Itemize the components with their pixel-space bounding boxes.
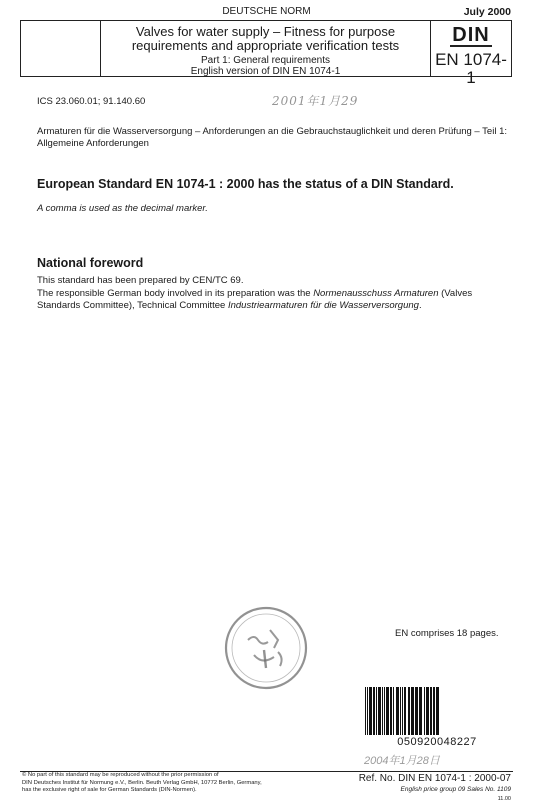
- standard-id-block: [431, 21, 511, 87]
- nf-technical-committee-name: Industriearmaturen für die Wasserversorgung: [227, 300, 419, 311]
- nf-text-start: The responsible German body involved in its preparation was the: [37, 288, 314, 299]
- barcode-bar: [365, 687, 366, 735]
- copyright-notice: [22, 772, 342, 795]
- barcode-bar: [400, 687, 401, 735]
- barcode-bar: [436, 687, 439, 735]
- barcode-bar: [419, 687, 422, 735]
- price-group-note: English price group 09 Sales No. 1109: [400, 786, 511, 793]
- nf-committee-name: Normenausschuss Armaturen: [313, 288, 439, 299]
- barcode-number: 050920048227: [397, 736, 477, 748]
- nf-text-mid: (Valves Standards Committee), Technical Committee: [37, 288, 473, 311]
- barcode-graphic: [363, 687, 511, 735]
- din-logo: DIN: [452, 24, 490, 46]
- standard-number: EN 1074-1: [435, 50, 507, 87]
- english-version-note: English version of DIN EN 1074-1: [190, 66, 341, 77]
- barcode-bar: [369, 687, 372, 735]
- barcode-bar: [396, 687, 399, 735]
- barcode-bar: [408, 687, 410, 735]
- status-statement: European Standard EN 1074-1 : 2000 has the status of a DIN Standard.: [37, 177, 454, 191]
- title-line-1: Valves for water supply – Fitness for purpose: [135, 24, 396, 39]
- barcode-bar: [393, 687, 394, 735]
- barcode-bar: [378, 687, 381, 735]
- title-box: [20, 20, 512, 87]
- barcode-bar: [426, 687, 429, 735]
- title-line-2: requirements and appropriate verification tests: [131, 38, 400, 53]
- barcode-bar: [384, 687, 385, 735]
- nf-text-end: .: [418, 300, 422, 311]
- barcode-bar: [430, 687, 432, 735]
- publication-date: July 2000: [463, 6, 511, 18]
- archive-date-stamp: 2004年1月28日: [364, 755, 440, 767]
- copyright-line-1: © No part of this standard may be reproduced without the prior permission of: [22, 772, 219, 778]
- barcode-bar: [433, 687, 435, 735]
- page-count-note: EN comprises 18 pages.: [395, 628, 499, 639]
- barcode-bar: [404, 687, 406, 735]
- part-subtitle: Part 1: General requirements: [201, 55, 330, 66]
- library-seal-stamp: [218, 600, 314, 696]
- german-title: Armaturen für die Wasserversorgung – Anforderungen an die Gebrauchstauglichkeit und deren Prüfung – Teil 1: Allgemeine Anforderungen: [37, 126, 508, 149]
- barcode-bar: [376, 687, 377, 735]
- publisher-label: DEUTSCHE NORM: [222, 6, 311, 17]
- reference-number: Ref. No. DIN EN 1074-1 : 2000-07: [358, 773, 511, 784]
- copyright-line-3: has the exclusive right of sale for German Standards (DIN-Normen).: [22, 787, 197, 793]
- barcode-bar: [367, 687, 368, 735]
- barcode-bar: [386, 687, 389, 735]
- national-foreword-paragraph-2: [37, 288, 509, 312]
- national-foreword-paragraph-1: This standard has been prepared by CEN/TC 69.: [37, 275, 244, 286]
- barcode-bar: [373, 687, 375, 735]
- title-box-blank-cell: [21, 21, 101, 76]
- barcode-bar: [411, 687, 414, 735]
- barcode-bar: [415, 687, 418, 735]
- edition-code: 11.00: [497, 796, 511, 802]
- ics-code: ICS 23.060.01; 91.140.60: [37, 96, 146, 107]
- barcode-bar: [424, 687, 425, 735]
- barcode-bar: [390, 687, 392, 735]
- document-title: [101, 25, 430, 53]
- decimal-marker-note: A comma is used as the decimal marker.: [37, 203, 208, 214]
- received-date-stamp: 2001年1月29: [272, 94, 359, 108]
- national-foreword-heading: National foreword: [37, 256, 144, 270]
- barcode-bar: [402, 687, 403, 735]
- title-block: [101, 21, 431, 76]
- copyright-line-2: DIN Deutsches Institut für Normung e.V., Berlin. Beuth Verlag GmbH, 10772 Berlin, Germany,: [22, 779, 262, 786]
- barcode-bar: [382, 687, 383, 735]
